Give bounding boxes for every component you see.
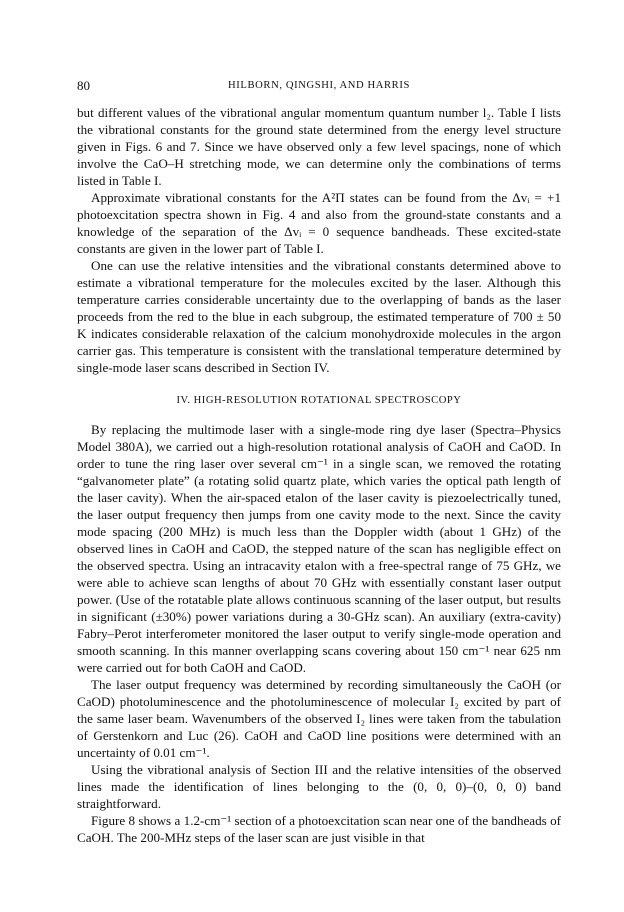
paragraph-excited-state-constants: Approximate vibrational constants for the A²Π states can be found from the Δvᵢ = +1 photoexcitation spectra shown in Fig. 4 and also from the ground-state constants and a knowledge of the separation of the Δvᵢ = 0 sequence bandheads. These excited-state constants are given in the lower part of Table I. xyxy=(77,190,561,256)
article-body xyxy=(77,104,561,846)
paragraph-line-identification: Using the vibrational analysis of Section III and the relative intensities of the observed lines made the identification of lines belonging to the (0, 0, 0)–(0, 0, 0) band straightforward. xyxy=(77,762,561,811)
paragraph-vibrational-temperature: One can use the relative intensities and the vibrational constants determined above to estimate a vibrational temperature for the molecules excited by the laser. Although this temperature carries considerable uncertainty due to the overlapping of bands as the laser proceeds from the red to the blue in each subgroup, the estimated temperature of 700 ± 50 K indicates considerable relaxation of the calcium monohydroxide molecules in the argon carrier gas. This temperature is consistent with the translational temperature determined by single-mode laser scans described in Section IV. xyxy=(77,258,561,375)
running-head: HILBORN, QINGSHI, AND HARRIS xyxy=(228,80,410,91)
paragraph-figure-8: Figure 8 shows a 1.2-cm⁻¹ section of a photoexcitation scan near one of the bandheads of CaOH. The 200-MHz steps of the laser scan are just visible in that xyxy=(77,813,561,845)
page-number: 80 xyxy=(77,78,90,93)
page-header xyxy=(77,77,561,95)
paragraph-continuation: but different values of the vibrational angular momentum quantum number l₂. Table I lists the vibrational constants for the ground state determined from the energy level structure given in Figs. 6 and 7. Since we have observed only a few level spacings, none of which involve the CaO–H stretching mode, we can determine only the combinations of terms listed in Table I. xyxy=(77,105,561,188)
paragraph-ring-laser: By replacing the multimode laser with a single-mode ring dye laser (Spectra–Physics Model 380A), we carried out a high-resolution rotational analysis of CaOH and CaOD. In order to tune the ring laser over several cm⁻¹ in a single scan, we removed the rotating “galvanometer plate” (a rotating solid quartz plate, which varies the optical path length of the laser cavity). When the air-spaced etalon of the laser cavity is piezoelectrically tuned, the laser output frequency then jumps from one cavity mode to the next. Since the cavity mode spacing (200 MHz) is much less than the Doppler width (about 1 GHz) of the observed lines in CaOH and CaOD, the stepped nature of the scan has negligible effect on the observed spectra. Using an intracavity etalon with a free-spectral range of 75 GHz, we were able to achieve scan lengths of about 70 GHz with essentially constant laser output power. (Use of the rotatable plate allows continuous scanning of the laser output, but results in significant (±30%) power variations during a 30-GHz scan). An auxiliary (extra-cavity) Fabry–Perot interferometer monitored the laser output to verify single-mode operation and smooth scanning. In this manner overlapping scans covering about 150 cm⁻¹ near 625 nm were carried out for both CaOH and CaOD. xyxy=(77,422,561,675)
paragraph-frequency-calibration: The laser output frequency was determined by recording simultaneously the CaOH (or CaOD) photoluminescence and the photoluminescence of molecular I₂ excited by part of the same laser beam. Wavenumbers of the observed I₂ lines were taken from the tabulation of Gerstenkorn and Luc (26). CaOH and CaOD line positions were determined with an uncertainty of 0.01 cm⁻¹. xyxy=(77,677,561,760)
section-heading: IV. HIGH-RESOLUTION ROTATIONAL SPECTROSCOPY xyxy=(176,395,462,406)
